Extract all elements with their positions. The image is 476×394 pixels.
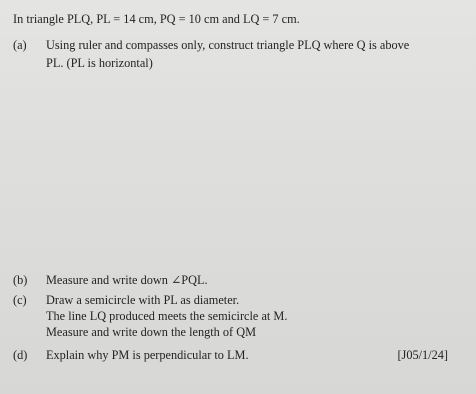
part-c-text-line-3: Measure and write down the length of QM: [46, 325, 257, 339]
part-a-label: (a): [13, 38, 27, 52]
question-reference: [J05/1/24]: [397, 348, 448, 362]
part-d-text-line-1: Explain why PM is perpendicular to LM.: [46, 348, 249, 362]
part-b-text-line-1: Measure and write down ∠PQL.: [46, 273, 208, 287]
part-c-text-line-1: Draw a semicircle with PL as diameter.: [46, 293, 240, 307]
part-d-label: (d): [13, 348, 28, 362]
part-a-text-line-2: PL. (PL is horizontal): [46, 56, 153, 70]
part-c-label: (c): [13, 293, 27, 307]
part-a-text-line-1: Using ruler and compasses only, construct triangle PLQ where Q is above: [46, 38, 410, 52]
part-c-text-line-2: The line LQ produced meets the semicircle at M.: [46, 309, 288, 323]
question-intro: In triangle PLQ, PL = 14 cm, PQ = 10 cm and LQ = 7 cm.: [13, 12, 300, 26]
part-b-label: (b): [13, 273, 28, 287]
